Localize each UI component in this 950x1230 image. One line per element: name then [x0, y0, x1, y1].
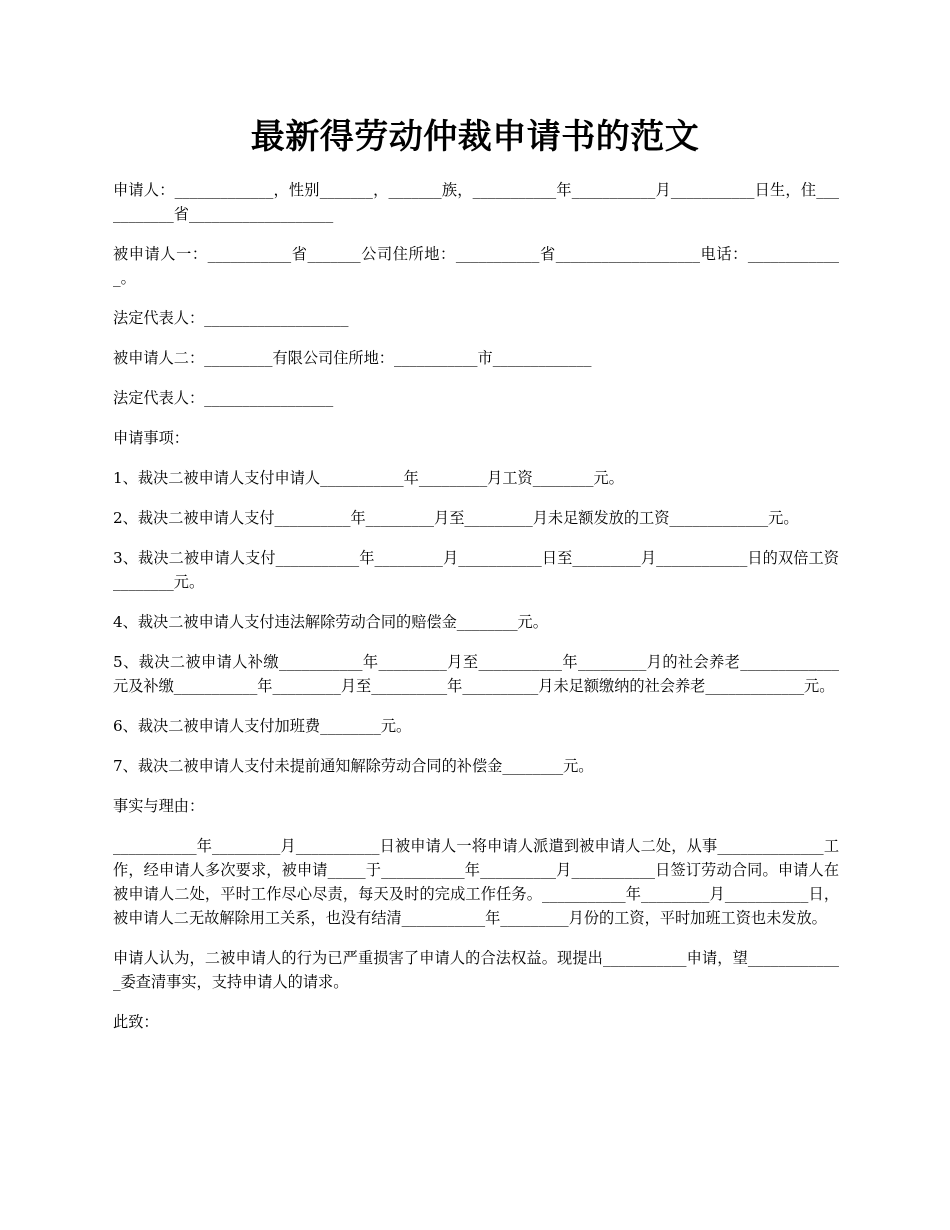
legal-representative-two-paragraph: 法定代表人：_________________	[113, 389, 334, 407]
respondent-one-paragraph: 被申请人一：___________省_______公司住所地：___________省___________________电话：_____________。	[113, 245, 839, 287]
facts-heading: 事实与理由：	[113, 797, 205, 815]
claim-item-2: 2、裁决二被申请人支付__________年_________月至_________月未足额发放的工资_____________元。	[113, 509, 799, 527]
claim-item-7: 7、裁决二被申请人支付未提前通知解除劳动合同的补偿金________元。	[113, 757, 594, 775]
closing-salutation: 此致：	[113, 1013, 159, 1031]
conclusion-paragraph: 申请人认为，二被申请人的行为已严重损害了申请人的合法权益。现提出___________申请，望_____________委查清事实，支持申请人的请求。	[113, 949, 839, 991]
document-title: 最新得劳动仲裁申请书的范文	[250, 117, 700, 157]
claim-item-5: 5、裁决二被申请人补缴___________年_________月至___________年_________月的社会养老_____________元及补缴___________年_________月至__________年__________月未足额缴纳的社会养老_____________元。	[113, 653, 839, 695]
claims-heading: 申请事项：	[113, 429, 189, 447]
facts-paragraph: ___________年_________月___________日被申请人一将申请人派遣到被申请人二处，从事______________工作，经申请人多次要求，被申请_____于___________年__________月___________日签订劳动合同。申请人在被申请人二处，平时工作尽心尽责，每天及时的完成工作任务。___________年_________月___________日，被申请人二无故解除用工关系，也没有结清___________年_________月份的工资，平时加班工资也未发放。	[113, 837, 839, 927]
claim-item-4: 4、裁决二被申请人支付违法解除劳动合同的赔偿金________元。	[113, 613, 548, 631]
applicant-info-paragraph: 申请人：_____________，性别_______，_______族，___________年___________月___________日生，住___________省___________________	[113, 181, 839, 223]
document-body	[113, 178, 839, 1050]
claim-item-3: 3、裁决二被申请人支付___________年_________月___________日至_________月____________日的双倍工资________元。	[113, 549, 839, 591]
claim-item-6: 6、裁决二被申请人支付加班费________元。	[113, 717, 412, 735]
respondent-two-paragraph: 被申请人二：_________有限公司住所地：___________市_____________	[113, 349, 592, 367]
claim-item-1: 1、裁决二被申请人支付申请人___________年_________月工资________元。	[113, 469, 624, 487]
legal-representative-one-paragraph: 法定代表人：___________________	[113, 309, 349, 327]
